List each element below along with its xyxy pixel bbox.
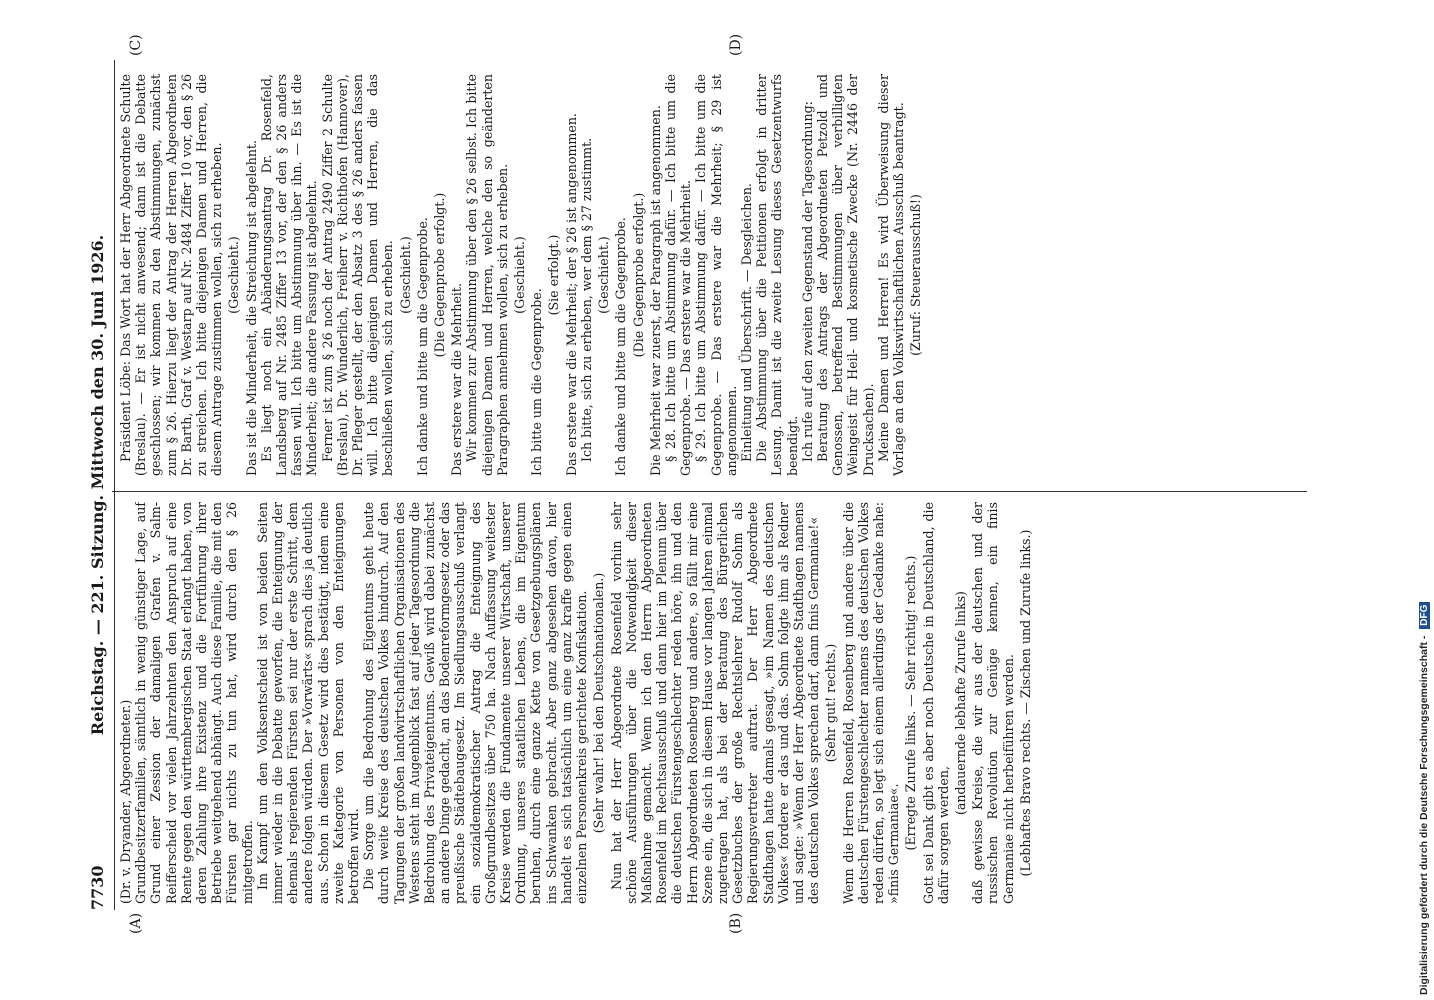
paragraph: Ich bitte um die Gegenprobe. [529,288,545,476]
interjection: (Geschieht.) [397,236,413,314]
paragraph: Das erstere war die Mehrheit; der § 26 ist angenommen. [563,113,579,476]
interjection: (Geschieht.) [226,236,242,314]
margin-marker-b: (B) [728,912,744,934]
margin-marker-d: (D) [728,33,744,56]
paragraph: Wenn die Herren Rosenfeld, Rosenberg und andere über die deutschen Fürstengeschlechter namens des deutschen Volkes reden dürfen, so legt sich einem allerdings der Gedanke nahe: »finis Germaniae«. [840,502,902,904]
interjection: (Sehr gut! rechts.) [823,643,839,763]
paragraph: Das ist die Minderheit, die Streichung ist abgelehnt. [243,140,259,476]
paragraph: Grundbesitzerfamilien, sämtlich in wenig günstiger Lage, auf Grund einer Zession der damaligen Grafen v. Salm-Reifferscheid vor vielen Jahrzehnten den Anspruch auf eine Rente gegen den württembergischen Staat erlangt haben, von deren Zahlung ihre Existenz und die Fortführung ihrer Betriebe weitgehend abhängt. Auch diese Familie, die mit den Fürsten gar nichts zu tun hat, wird durch den § 26 mitgetroffen. [133,502,255,904]
paragraph: Präsident Löbe: Das Wort hat der Herr Abgeordnete Schulte (Breslau). — Er ist nicht anwesend; dann ist die Debatte geschlossen; wir kommen zu den Abstimmungen, zunächst zum § 26. Hierzu liegt der Antrag der Herren Abgeordneten Dr. Barth, Graf v. Westarp auf Nr. 2484 Ziffer 10 vor, den § 26 zu streichen. Ich bitte diejenigen Damen und Herren, die diesem Antrage zustimmen wollen, sich zu erheben. [118,74,225,476]
interjection: (Geschieht.) [512,236,528,314]
paragraph: Ich danke und bitte um die Gegenprobe. [613,217,629,476]
paragraph: Ferner ist zum § 26 noch der Antrag 2490 Ziffer 2 Schulte (Breslau), Dr. Wunderlich, Freiherr v. Richthofen (Hannover), Dr. Pfleger gestellt, der den Absatz 3 des § 26 anders fassen will. Ich bitte diejenigen Damen und Herren, die das beschließen wollen, sich zu erheben. [319,74,396,476]
paragraph: § 29. Ich bitte um Abstimmung dafür. — Ich bitte um die Gegenprobe. — Das erstere war die Mehrheit; § 29 ist angenommen. [693,74,739,476]
paragraph: Gott sei Dank gibt es aber noch Deutsche in Deutschland, die dafür sorgen werden, [920,502,951,904]
paragraph: Im Kampf um den Volksentscheid ist von beiden Seiten immer wieder in die Debatte geworfen, die Enteignung der ehemals regierenden Fürsten sei nur der erste Schritt, dem andere folgen würden. Der »Vorwärts« sprach dies ja deutlich aus. Schon in diesem Gesetz wird dies bestätigt, indem eine zweite Kategorie von Personen von den Enteignungen betroffen wird. [254,502,362,904]
paragraph: Das erstere war die Mehrheit. [449,283,465,476]
paragraph: § 28. Ich bitte um Abstimmung dafür. — Ich bitte um die Gegenprobe. — Das erstere war die Mehrheit. [662,74,694,476]
paragraph: Ich bitte, sich zu erheben, wer dem § 27 zustimmt. [578,137,594,462]
margin-marker-a: (A) [128,912,144,934]
interjection: (Zuruf: Steuerausschuß!) [908,194,924,356]
paragraph: Die Sorge um die Bedrohung des Eigentums geht heute durch weite Kreise des deutschen Volkes hindurch. Auf den Tagungen der großen landwirtschaftlichen Organisationen des Westens steht im Augenblick fast auf jeder Tagesordnung die Bedrohung des Privateigentums. Gewiß wird dabei zunächst an andere Dinge gedacht, an das Bodenreformgesetz oder das preußische Städtebaugesetz. Im Siedlungsausschuß verlangt ein sozialdemokratischer Antrag die Enteignung des Großgrundbesitzes über 750 ha. Nach Auffassung weitester Kreise werden die Fundamente unserer Wirtschaft, unserer Ordnung, unseres staatlichen Lebens, die im Eigentum beruhen, durch eine ganze Kette von Gesetzgebungsplänen ins Schwanken gebracht. Aber ganz abgesehen davon, hier handelt es sich tatsächlich um eine ganz kraffe gegen einen einzelnen Personenkreis gerichtete Konfiskation. [361,502,590,904]
interjection: (Die Gegenprobe erfolgt.) [432,192,448,358]
interjection: (andauernde lebhafte Zurufe links) [952,591,968,815]
header-rule [114,60,115,910]
column-divider [112,491,1307,492]
right-column [118,74,1303,476]
paragraph: daß gewisse Kreise, die wir aus der deutschen und der russischen Revolution zur Genüge kennen, ein finis Germaniae nicht herbeiführen werden. [970,502,1016,904]
paragraph: Ich rufe auf den zweiten Gegenstand der Tagesordnung: [799,101,815,462]
interjection: (Geschieht.) [596,236,612,314]
paragraph: Wir kommen zur Abstimmung über den § 26 selbst. Ich bitte diejenigen Damen und Herren, welche den so geänderten Paragraphen annehmen wollen, sich zu erheben. [464,74,510,476]
paragraph: Beratung des Antrags der Abgeordneten Petzold und Genossen, betreffend Bestimmungen über verbilligten Weingeist für Heil- und kosmetische Zwecke (Nr. 2446 der Drucksachen). [814,74,876,476]
interjection: (Die Gegenprobe erfolgt.) [630,192,646,358]
interjection: (Lebhaftes Bravo rechts. — Zischen und Zurufe links.) [1017,529,1033,877]
paragraph: Die Abstimmung über die Petitionen erfolgt in dritter Lesung. Damit ist die zweite Lesung dieses Gesetzentwurfs beendigt. [754,74,800,476]
paragraph: (Dr. v. Dryander, Abgeordneter.) [118,699,133,904]
funding-note [1418,602,1430,995]
paragraph: Die Mehrheit war zuerst, der Paragraph ist angenommen. [647,105,663,476]
page-header [88,60,116,910]
margin-marker-c: (C) [128,34,144,56]
dfg-logo: DFG [1419,602,1430,629]
running-head: Reichstag. — 221. Sitzung. Mittwoch den 30. Juni 1926. [88,234,107,736]
paragraph: Einleitung und Überschrift. — Desgleichen. [738,183,754,462]
page-number: 7730 [88,865,107,910]
paragraph: Meine Damen und Herren! Es wird Überweisung dieser Vorlage an den Volkswirtschaftlichen Ausschuß beantragt. [875,74,906,476]
interjection: (Erregte Zurufe links. — Sehr richtig! rechts.) [903,555,919,851]
interjection: (Sehr wahr! bei den Deutschnationalen.) [591,572,607,834]
paragraph: Nun hat der Herr Abgeordnete Rosenfeld vorhin sehr schöne Ausführungen über die Notwendigkeit dieser Maßnahme gemacht. Wenn ich den Herrn Abgeordneten Rosenfeld im Rechtsausschuß und dann hier im Plenum über die deutschen Fürstengeschlechter reden höre, ihn und den Herrn Abgeordneten Rosenberg und andere, so fällt mir eine Szene ein, die sich in diesem Hause vor langen Jahren einmal zugetragen hat, als bei der Beratung des Bürgerlichen Gesetzbuches der große Rechtslehrer Rudolf Sohm als Regierungsvertreter auftrat. Der Herr Abgeordnete Stadthagen hatte damals gesagt, »im Namen des deutschen Volkes« fordere er das und das. Sohm folgte ihm als Redner und sagte: »Wenn der Herr Abgeordnete Stadthagen namens des deutschen Volkes sprechen darf, dann finis Germaniae!« [608,502,822,904]
paragraph: Ich danke und bitte um die Gegenprobe. [414,217,430,476]
paragraph: Es liegt noch ein Abänderungsantrag Dr. Rosenfeld, Landsberg auf Nr. 2485 Ziffer 13 vor, der den § 26 anders fassen will. Ich bitte um Abstimmung über ihn. — Es ist die Minderheit; die andere Fassung ist abgelehnt. [258,74,320,476]
left-column [118,502,1303,904]
funding-note-text: Digitalisierung gefördert durch die Deutsche Forschungsgemeinschaft - [1418,635,1430,995]
interjection: (Sie erfolgt.) [546,234,562,316]
